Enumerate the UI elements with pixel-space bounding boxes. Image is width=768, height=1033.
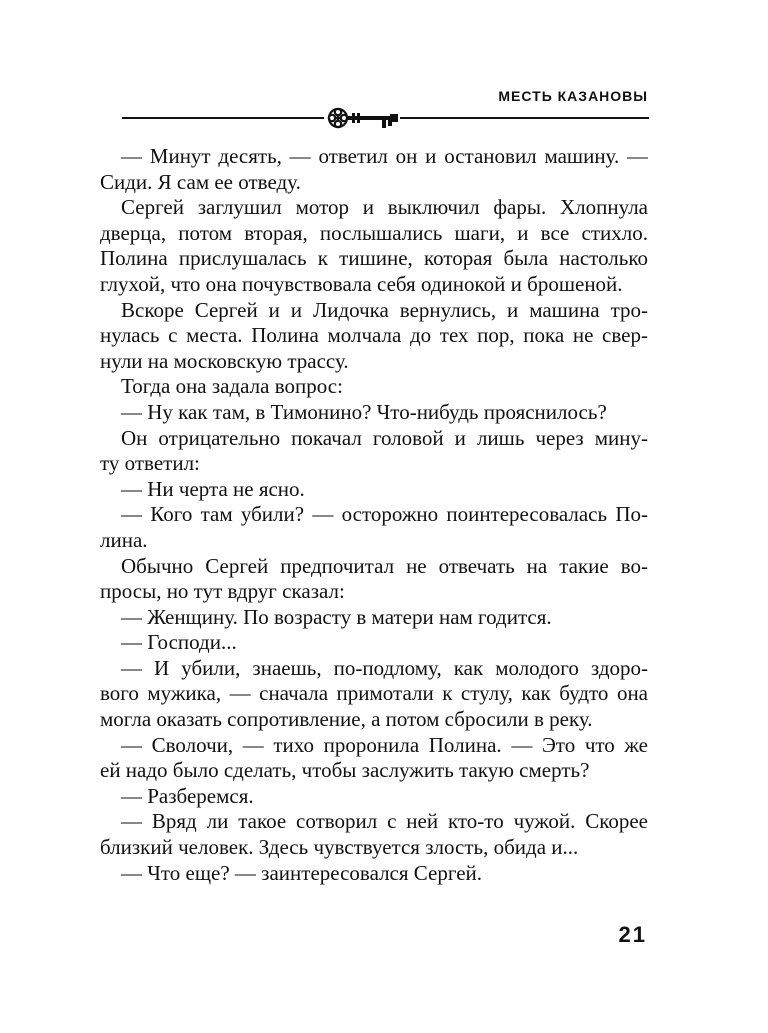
text-line: — И убили, знаешь, по-подлому, как молодого здоро- xyxy=(121,655,648,680)
text-line: — Что еще? — заинтересовался Сергей. xyxy=(121,860,483,885)
text-line: — Женщину. По возрасту в матери нам годится. xyxy=(121,604,552,629)
header-rule-left xyxy=(122,117,324,119)
header-rule-right xyxy=(400,117,649,119)
text-line: — Сволочи, — тихо проронила Полина. — Это что же xyxy=(121,732,648,757)
key-icon xyxy=(324,104,400,132)
text-line: — Разберемся. xyxy=(121,783,254,808)
text-line: вого мужика, — сначала примотали к стулу, как будто она xyxy=(100,681,648,706)
text-line: Тогда она задала вопрос: xyxy=(121,374,343,399)
text-line: Вскоре Сергей и и Лидочка вернулись, и машина тро- xyxy=(121,297,648,322)
text-line: Сергей заглушил мотор и выключил фары. Хлопнула xyxy=(121,195,648,220)
text-line: глухой, что она почувствовала себя одинокой и брошеной. xyxy=(100,271,623,296)
text-line: могла оказать сопротивление, а потом сбросили в реку. xyxy=(100,707,593,732)
text-line: — Минут десять, — ответил он и остановил машину. — xyxy=(121,144,648,168)
text-line: ту ответил: xyxy=(100,451,200,476)
text-line: дверца, потом вторая, послышались шаги, и все стихло. xyxy=(100,220,648,245)
text-line: Обычно Сергей предпочитал не отвечать на такие во- xyxy=(121,553,648,578)
text-line: — Кого там убили? — осторожно поинтересовалась По- xyxy=(121,502,648,527)
text-line: просы, но тут вдруг сказал: xyxy=(100,579,345,604)
text-line: лина. xyxy=(100,527,148,552)
text-line: — Ни черта не ясно. xyxy=(121,476,305,501)
text-line: ей надо было сделать, чтобы заслужить такую смерть? xyxy=(100,758,590,783)
text-line: близкий человек. Здесь чувствуется злость, обида и... xyxy=(100,835,579,860)
text-line: Он отрицательно покачал головой и лишь через мину- xyxy=(121,425,648,450)
running-title: МЕСТЬ КАЗАНОВЫ xyxy=(498,88,648,104)
text-line: Сиди. Я сам ее отведу. xyxy=(100,169,301,194)
text-line: нули на московскую трассу. xyxy=(100,348,349,373)
page-number: 21 xyxy=(618,922,647,947)
text-line: — Ну как там, в Тимонино? Что-нибудь прояснилось? xyxy=(121,399,607,424)
text-line: — Вряд ли такое сотворил с ней кто-то чужой. Скорее xyxy=(121,809,648,834)
text-line: — Господи... xyxy=(121,630,237,655)
text-line: Полина прислушалась к тишине, которая была настолько xyxy=(100,246,648,271)
text-body xyxy=(100,144,648,886)
text-line: нулась с места. Полина молчала до тех пор, пока не свер- xyxy=(100,323,648,348)
